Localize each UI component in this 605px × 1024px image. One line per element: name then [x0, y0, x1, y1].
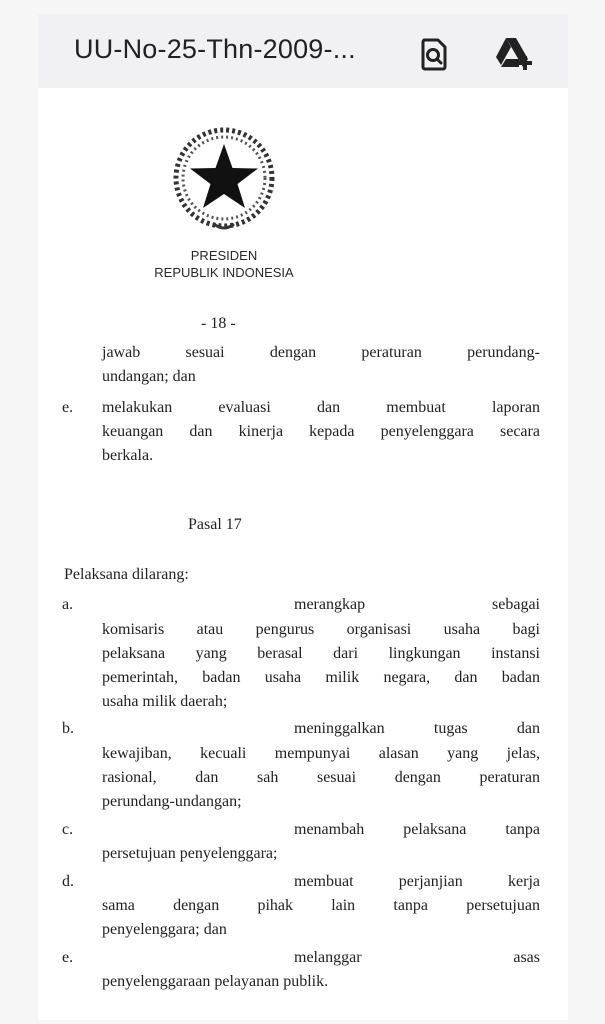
letterhead-line2: REPUBLIK INDONESIA	[154, 265, 294, 280]
section-heading: Pasal 17	[188, 516, 242, 533]
list-marker: b.	[62, 720, 74, 737]
garuda-star-wreath-emblem-icon	[168, 124, 280, 234]
list-marker: c.	[62, 821, 74, 838]
text-line: usaha milik daerah;	[102, 693, 228, 710]
text-line: pemerintah, badan usaha milik negara, dan badan	[102, 669, 540, 686]
document-toolbar	[38, 14, 568, 89]
list-marker: e.	[62, 399, 74, 416]
text-line: berkala.	[102, 447, 154, 464]
document-page	[38, 88, 568, 1020]
text-line: penyelenggaraan pelayanan publik.	[102, 973, 329, 990]
text-line: perundang-undangan;	[102, 793, 242, 810]
text-line: meninggalkan tugas dan	[294, 720, 540, 737]
text-line: pelaksana yang berasal dari lingkungan instansi	[102, 645, 540, 662]
list-marker: e.	[62, 949, 74, 966]
text-line: undangan; dan	[102, 368, 196, 385]
text-line: keuangan dan kinerja kepada penyelenggara secara	[102, 423, 540, 440]
text-line: jawab sesuai dengan peraturan perundang-	[102, 344, 540, 361]
text-line: rasional, dan sah sesuai dengan peraturan	[102, 769, 540, 786]
text-line: komisaris atau pengurus organisasi usaha bagi	[102, 621, 540, 638]
page-number: - 18 -	[201, 315, 236, 332]
text-line: merangkap sebagai	[294, 596, 540, 613]
google-drive-add-icon[interactable]	[492, 34, 532, 74]
text-line: kewajiban, kecuali mempunyai alasan yang jelas,	[102, 745, 540, 762]
text-line: sama dengan pihak lain tanpa persetujuan	[102, 897, 540, 914]
text-line: penyelenggara; dan	[102, 921, 227, 938]
text-line: membuat perjanjian kerja	[294, 873, 540, 890]
list-marker: d.	[62, 873, 74, 890]
text-line: persetujuan penyelenggara;	[102, 845, 278, 862]
section-intro: Pelaksana dilarang:	[64, 566, 189, 583]
document-title: UU-No-25-Thn-2009-...	[74, 34, 356, 64]
list-marker: a.	[62, 596, 74, 613]
text-line: menambah pelaksana tanpa	[294, 821, 540, 838]
search-document-icon[interactable]	[414, 34, 454, 74]
text-line: melakukan evaluasi dan membuat laporan	[102, 399, 540, 416]
letterhead-line1: PRESIDEN	[190, 248, 258, 263]
text-line: melanggar asas	[294, 949, 540, 966]
